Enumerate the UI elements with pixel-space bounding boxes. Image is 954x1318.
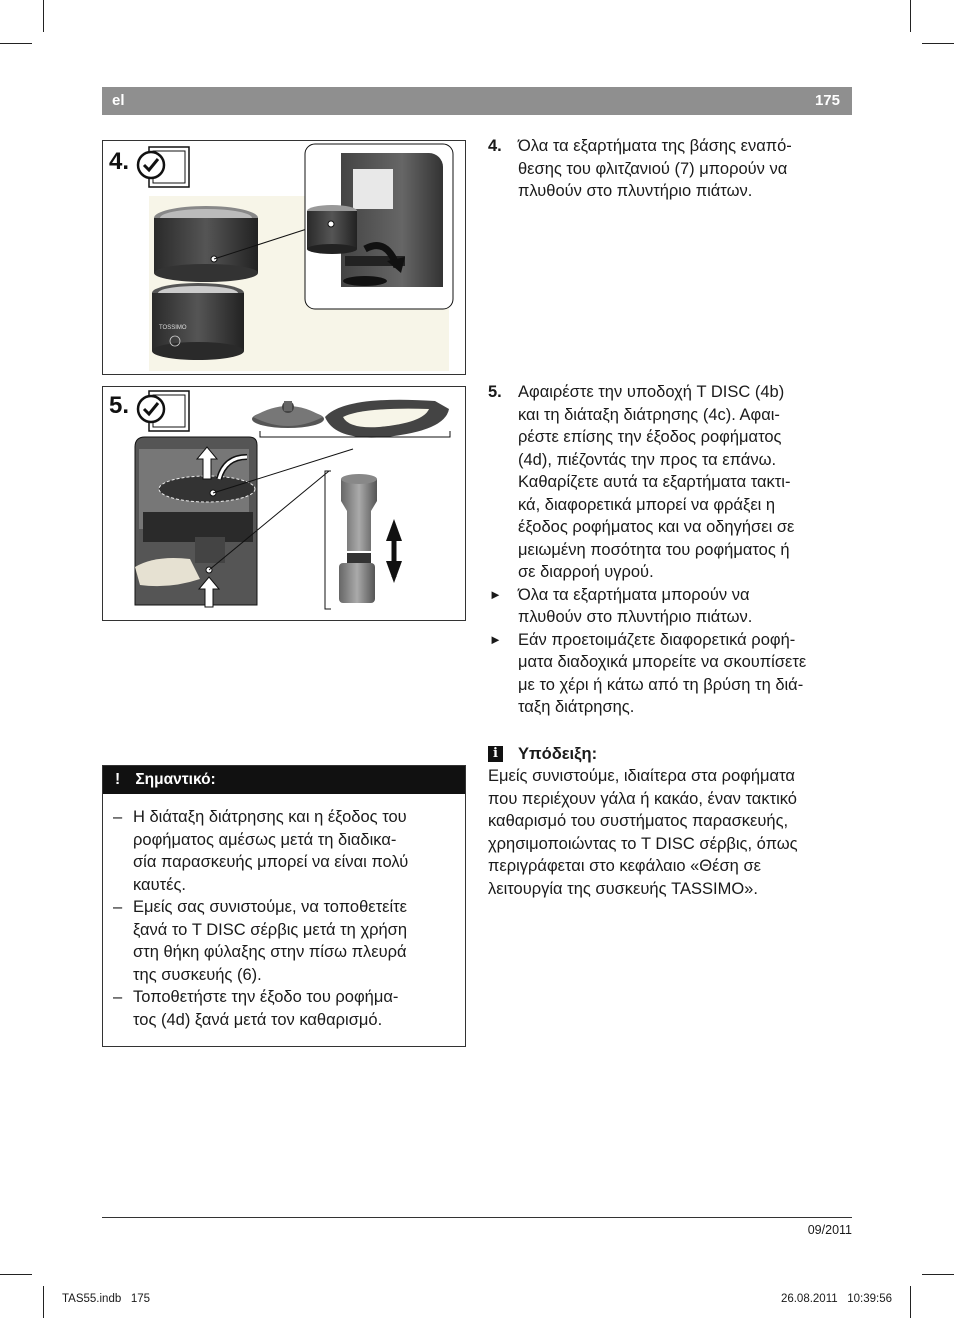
note-body (488, 765, 858, 900)
print-slug-timestamp: 26.08.2011 10:39:56 (780, 1293, 892, 1305)
important-line: Εμείς σας συνιστούμε, να τοποθετείτε (133, 898, 408, 916)
step-line: πλυθούν στο πλυντήριο πιάτων. (518, 182, 753, 200)
push-up-arrow-icon (386, 519, 402, 583)
warning-icon: ! (115, 771, 121, 788)
note-line: που περιέχουν γάλα ή κακάο, έναν τακτικό (488, 789, 797, 808)
important-line: Τοποθετήστε την έξοδο του ροφήμα- (133, 988, 399, 1006)
note-title: Υπόδειξη: (518, 744, 598, 763)
footer-date: 09/2011 (807, 1223, 852, 1237)
step-number-label: 4. (109, 148, 130, 175)
crop-mark (0, 43, 32, 44)
bullet-line: ματα διαδοχικά μπορείτε να σκουπίσετε (518, 653, 807, 671)
dishwasher-safe-icon (138, 391, 189, 431)
figure-step-5 (102, 386, 466, 621)
bullet-line: ταξη διάτρησης. (518, 698, 635, 716)
step-line: (4d), πιέζοντάς την προς τα επάνω. (518, 450, 777, 469)
important-item (113, 986, 457, 1031)
bullet-line: πλυθούν στο πλυντήριο πιάτων. (518, 608, 753, 626)
bullet-item (488, 584, 858, 629)
important-line: ξανά το T DISC σέρβις μετά τη χρήση (133, 920, 408, 939)
important-line: τος (4d) ξανά μετά τον καθαρισμό. (133, 1010, 383, 1029)
crop-mark (922, 1274, 954, 1275)
bullet-item (488, 629, 858, 719)
drip-tray-bottom-part (152, 283, 244, 360)
step-line: ρέστε επίσης την έξοδος ροφήματος (518, 428, 782, 446)
brand-label: TOSSIMO (159, 325, 187, 331)
bullet-arrow-icon: ► (489, 586, 502, 602)
step-item (488, 135, 858, 203)
page-number: 175 (814, 92, 840, 109)
crop-mark (910, 1286, 911, 1318)
important-body (103, 794, 465, 1031)
step-number-label: 5. (109, 392, 130, 419)
bullet-arrow-icon: ► (489, 631, 502, 647)
inset-machine-detail (305, 144, 453, 309)
step-line: και τη διάταξη διάτρησης (4c). Αφαι- (518, 405, 780, 424)
info-icon: i (488, 746, 503, 762)
dash-marker: – (113, 808, 123, 826)
step-line: σε διαρροή υγρού. (518, 563, 654, 581)
note-line: περιγράφεται στο κεφάλαιο «Θέση σε (488, 857, 761, 875)
crop-mark (43, 0, 44, 32)
brewing-unit-closeup (135, 437, 257, 607)
t-disc-holder-part (325, 400, 449, 438)
dishwasher-safe-icon (138, 147, 189, 187)
drip-tray-top-part (154, 206, 258, 282)
crop-mark (910, 0, 911, 32)
step-item (488, 381, 858, 584)
beverage-outlet-part (339, 474, 377, 603)
important-line: καυτές. (133, 875, 187, 894)
crop-mark (43, 1286, 44, 1318)
page-header (102, 87, 852, 115)
important-item (113, 896, 457, 986)
important-item (113, 806, 457, 896)
bullet-line: Εάν προετοιμάζετε διαφορετικά ροφή- (518, 630, 796, 649)
important-title: Σημαντικό: (135, 771, 216, 788)
footer-rule (102, 1217, 852, 1218)
step-line: Καθαρίζετε αυτά τα εξαρτήματα τακτι- (518, 473, 791, 491)
crop-mark (0, 1274, 32, 1275)
note-line: Εμείς συνιστούμε, ιδιαίτερα στα ροφήματα (488, 767, 795, 785)
step-line: Αφαιρέστε την υποδοχή T DISC (4b) (518, 383, 785, 401)
step-number: 4. (488, 137, 502, 155)
step-5-text (488, 381, 858, 900)
important-line: Η διάταξη διάτρησης και η έξοδος του (133, 808, 407, 826)
step-line: κά, διαφορετικά μπορεί να φράξει η (518, 495, 776, 514)
important-line: σία παρασκευής μπορεί να είναι πολύ (133, 853, 409, 871)
print-slug-file: TAS55.indb 175 (62, 1293, 151, 1305)
note-line: χρησιμοποιώντας το T DISC σέρβις, όπως (488, 834, 798, 853)
step-4-text (488, 135, 858, 203)
piercing-unit-part (252, 401, 324, 428)
important-heading (103, 766, 465, 794)
language-code: el (112, 92, 125, 109)
step-line: Όλα τα εξαρτήματα της βάσης εναπό- (518, 137, 792, 155)
note-heading (488, 743, 858, 766)
important-line: της συσκευής (6). (133, 965, 262, 984)
note-line: καθαρισμό του συστήματος παρασκευής, (488, 812, 789, 830)
step-line: έξοδος ροφήματος και να οδηγήσει σε (518, 518, 795, 536)
figure-step-4 (102, 140, 466, 375)
important-line: στη θήκη φύλαξης στην πίσω πλευρά (133, 943, 407, 961)
important-line: ροφήματος αμέσως μετά τη διαδικα- (133, 830, 397, 849)
bullet-line: Όλα τα εξαρτήματα μπορούν να (518, 585, 750, 604)
dash-marker: – (113, 898, 123, 916)
crop-mark (922, 43, 954, 44)
bullet-line: με το χέρι ή κάτω από τη βρύση τη διά- (518, 675, 804, 694)
step-number: 5. (488, 383, 502, 401)
step-line: θεσης του φλιτζανιού (7) μπορούν να (518, 159, 788, 178)
note-line: λειτουργία της συσκευής TASSIMO». (488, 879, 758, 898)
dash-marker: – (113, 988, 123, 1006)
step-line: μειωμένη ποσότητα του ροφήματος ή (518, 540, 790, 559)
important-box (102, 765, 466, 1047)
